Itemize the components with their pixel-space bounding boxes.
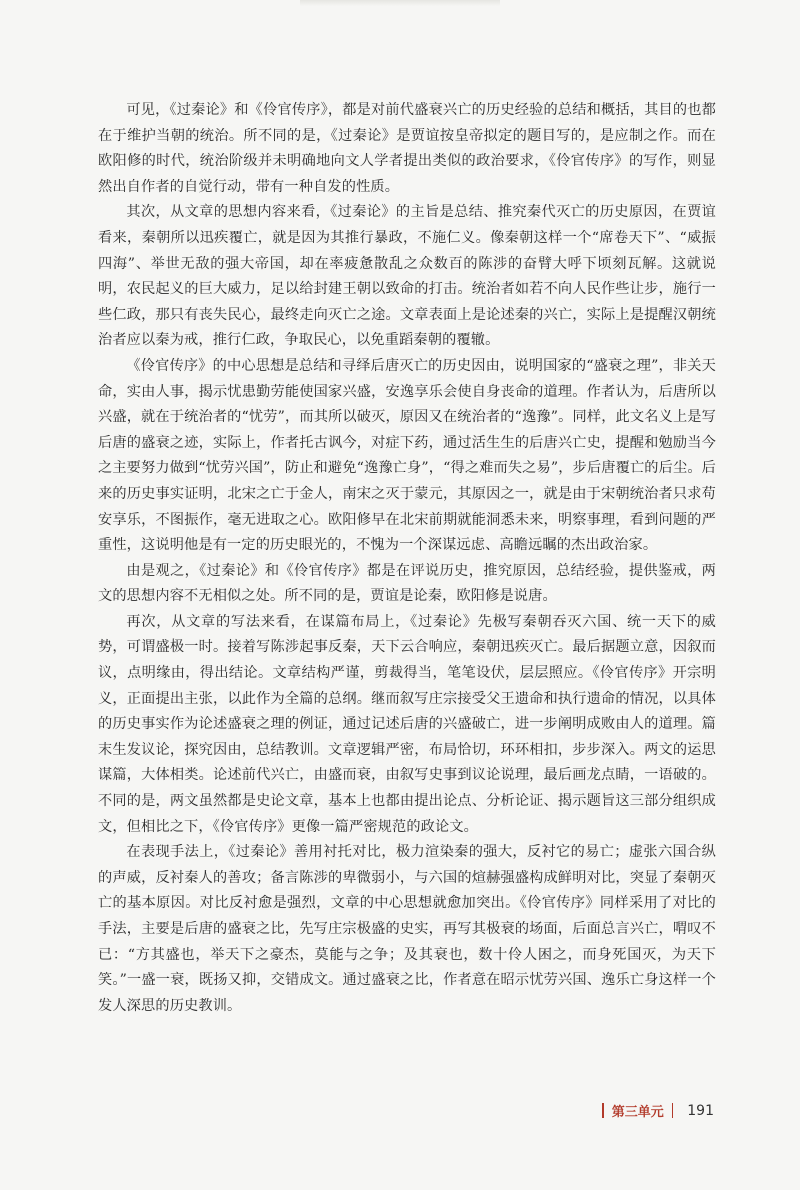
footer-divider-left [602,1103,604,1118]
footer-divider-right [672,1103,674,1118]
scan-artifact [300,0,500,6]
page-footer [602,1101,714,1120]
article-body [98,98,716,1019]
paragraph-6: 在表现手法上，《过秦论》善用衬托对比，极力渲染秦的强大，反衬它的易亡；虚张六国合纵的声威，反衬秦人的善攻；备言陈涉的卑微弱小，与六国的煊赫强盛构成鲜明对比，突显了秦朝灭亡的基本原因。对比反衬愈是强烈，文章的中心思想就愈加突出。《伶官传序》同样采用了对比的手法，主要是后唐的盛衰之比，先写庄宗极盛的史实，再写其极衰的场面，后面总言兴亡，喟叹不已：“方其盛也，举天下之豪杰，莫能与之争；及其衰也，数十伶人困之，而身死国灭，为天下笑。”一盛一衰，既扬又抑，交错成文。通过盛衰之比，作者意在昭示忧劳兴国、逸乐亡身这样一个发人深思的历史教训。 [98,844,716,1014]
paragraph-1: 可见，《过秦论》和《伶官传序》，都是对前代盛衰兴亡的历史经验的总结和概括，其目的也都在于维护当朝的统治。所不同的是，《过秦论》是贾谊按皇帝拟定的题目写的，是应制之作。而在欧阳修的时代，统治阶级并未明确地向文人学者提出类似的政治要求，《伶官传序》的写作，则显然出自作者的自觉行动，带有一种自发的性质。 [98,102,716,195]
page-number: 191 [687,1102,714,1119]
paragraph-2: 其次，从文章的思想内容来看，《过秦论》的主旨是总结、推究秦代灭亡的历史原因，在贾谊看来，秦朝所以迅疾覆亡，就是因为其推行暴政，不施仁义。像秦朝这样一个“席卷天下”、“威振四海”、举世无敌的强大帝国，却在率疲惫散乱之众数百的陈涉的奋臂大呼下顷刻瓦解。这就说明，农民起义的巨大威力，足以给封建王朝以致命的打击。统治者如若不向人民作些让步，施行一些仁政，那只有丧失民心，最终走向灭亡之途。文章表面上是论述秦的兴亡，实际上是提醒汉朝统治者应以秦为戒，推行仁政，争取民心，以免重蹈秦朝的覆辙。 [98,204,716,349]
paragraph-5: 再次，从文章的写法来看，在谋篇布局上，《过秦论》先极写秦朝吞灭六国、统一天下的威势，可谓盛极一时。接着写陈涉起事反秦，天下云合响应，秦朝迅疾灭亡。最后据题立意，因叙而议，点明缘由，得出结论。文章结构严谨，剪裁得当，笔笔设伏，层层照应。《伶官传序》开宗明义，正面提出主张，以此作为全篇的总纲。继而叙写庄宗接受父王遗命和执行遗命的情况，以具体的历史事实作为论述盛衰之理的例证，通过记述后唐的兴盛破亡，进一步阐明成败由人的道理。篇末生发议论，探究因由，总结教训。文章逻辑严密，布局恰切，环环相扣，步步深入。两文的运思谋篇，大体相类。论述前代兴亡，由盛而衰，由叙写史事到议论说理，最后画龙点睛，一语破的。不同的是，两文虽然都是史论文章，基本上也都由提出论点、分析论证、揭示题旨这三部分组织成文，但相比之下，《伶官传序》更像一篇严密规范的政论文。 [98,613,716,835]
unit-label: 第三单元 [611,1105,664,1120]
paragraph-3: 《伶官传序》的中心思想是总结和寻绎后唐灭亡的历史因由，说明国家的“盛衰之理”，非关天命，实由人事，揭示忧患勤劳能使国家兴盛，安逸享乐会使自身丧命的道理。作者认为，后唐所以兴盛，就在于统治者的“忧劳”，而其所以破灭，原因又在统治者的“逸豫”。同样，此文名义上是写后唐的盛衰之迹，实际上，作者托古讽今，对症下药，通过活生生的后唐兴亡史，提醒和勉励当今之主要努力做到“忧劳兴国”，防止和避免“逸豫亡身”，“得之难而失之易”，步后唐覆亡的后尘。后来的历史事实证明，北宋之亡于金人，南宋之灭于蒙元，其原因之一，就是由于宋朝统治者只求苟安享乐，不图振作，毫无进取之心。欧阳修早在北宋前期就能洞悉未来，明察事理，看到问题的严重性，这说明他是有一定的历史眼光的，不愧为一个深谋远虑、高瞻远瞩的杰出政治家。 [98,357,716,554]
paragraph-4: 由是观之，《过秦论》和《伶官传序》都是在评说历史，推究原因，总结经验，提供鉴戒，两文的思想内容不无相似之处。所不同的是，贾谊是论秦，欧阳修是说唐。 [98,562,716,605]
